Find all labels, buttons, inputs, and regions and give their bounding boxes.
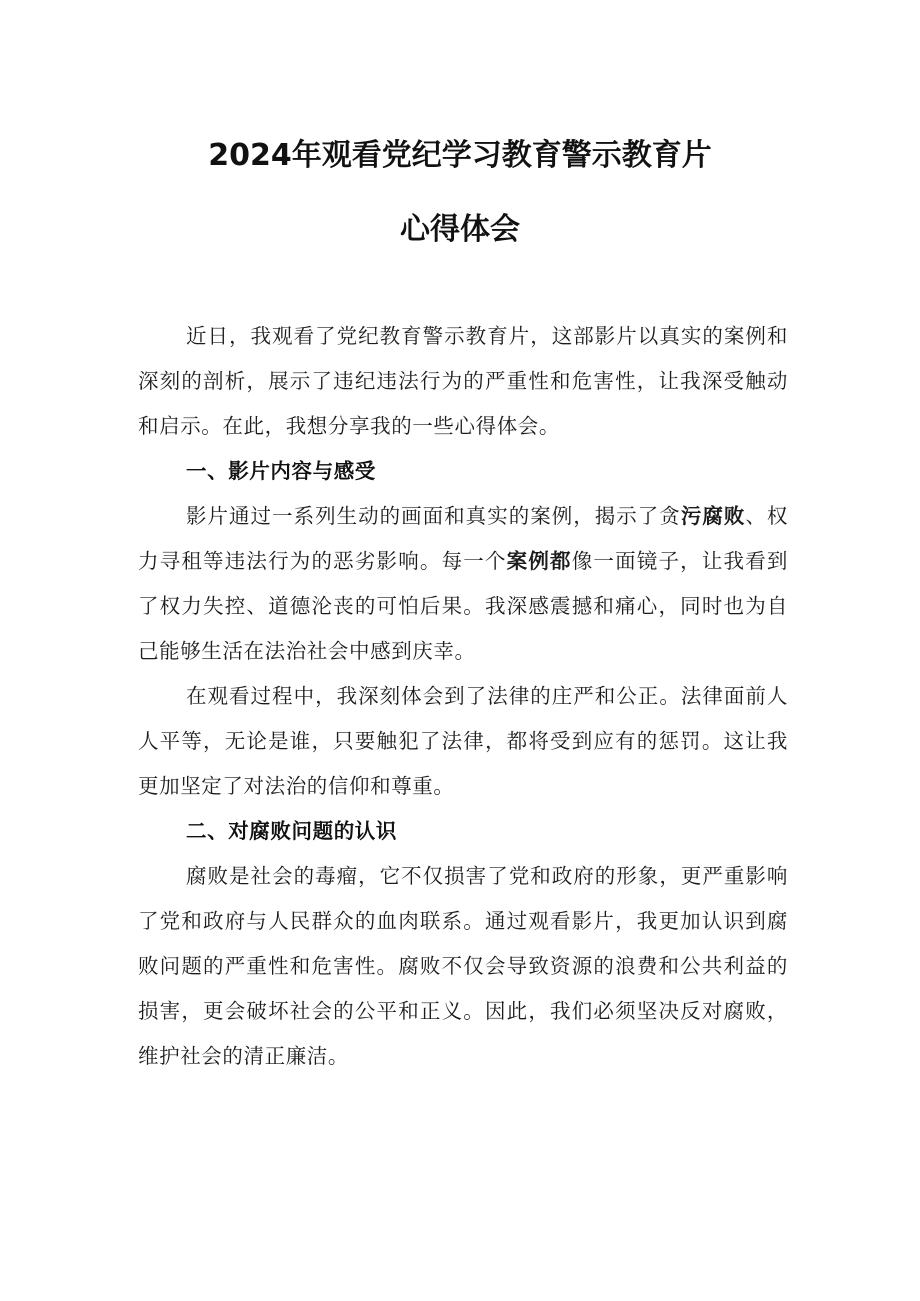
paragraph-text: 像一面镜子，让我看到了权力失控、道德沦丧的可怕后果。我深感震撼和痛心，同时也为自己能够生活在法治社会中感到庆幸。 — [138, 549, 788, 663]
section-heading-2: 二、对腐败问题的认识 — [186, 819, 397, 843]
paragraph-law: 在观看过程中，我深刻体会到了法律的庄严和公正。法律面前人人平等，无论是谁，只要触犯了法律，都将受到应有的惩罚。这让我更加坚定了对法治的信仰和尊重。 — [138, 684, 788, 798]
paragraph-text: 、权力寻租等违法行为的恶劣影响。每一个 — [138, 504, 788, 573]
paragraph-corruption: 腐败是社会的毒瘤，它不仅损害了党和政府的形象，更严重影响了党和政府与人民群众的血肉联系。通过观看影片，我更加认识到腐败问题的严重性和危害性。腐败不仅会导致资源的浪费和公共利益的损害，更会破坏社会的公平和正义。因此，我们必须坚决反对腐败，维护社会的清正廉洁。 — [138, 864, 788, 1068]
paragraph-intro: 近日，我观看了党纪教育警示教育片，这部影片以真实的案例和深刻的剖析，展示了违纪违法行为的严重性和危害性，让我深受触动和启示。在此，我想分享我的一些心得体会。 — [138, 324, 788, 438]
paragraph-film-content — [138, 494, 788, 674]
document-body — [138, 314, 788, 1079]
document-subtitle: 心得体会 — [400, 212, 520, 247]
document-title: 2024年观看党纪学习教育警示教育片 — [208, 138, 712, 173]
bold-text: 污腐败 — [680, 504, 746, 528]
section-heading-1: 一、影片内容与感受 — [186, 459, 376, 483]
bold-text: 案例都 — [506, 549, 572, 573]
paragraph-text: 影片通过一系列生动的画面和真实的案例，揭示了贪 — [186, 504, 681, 528]
